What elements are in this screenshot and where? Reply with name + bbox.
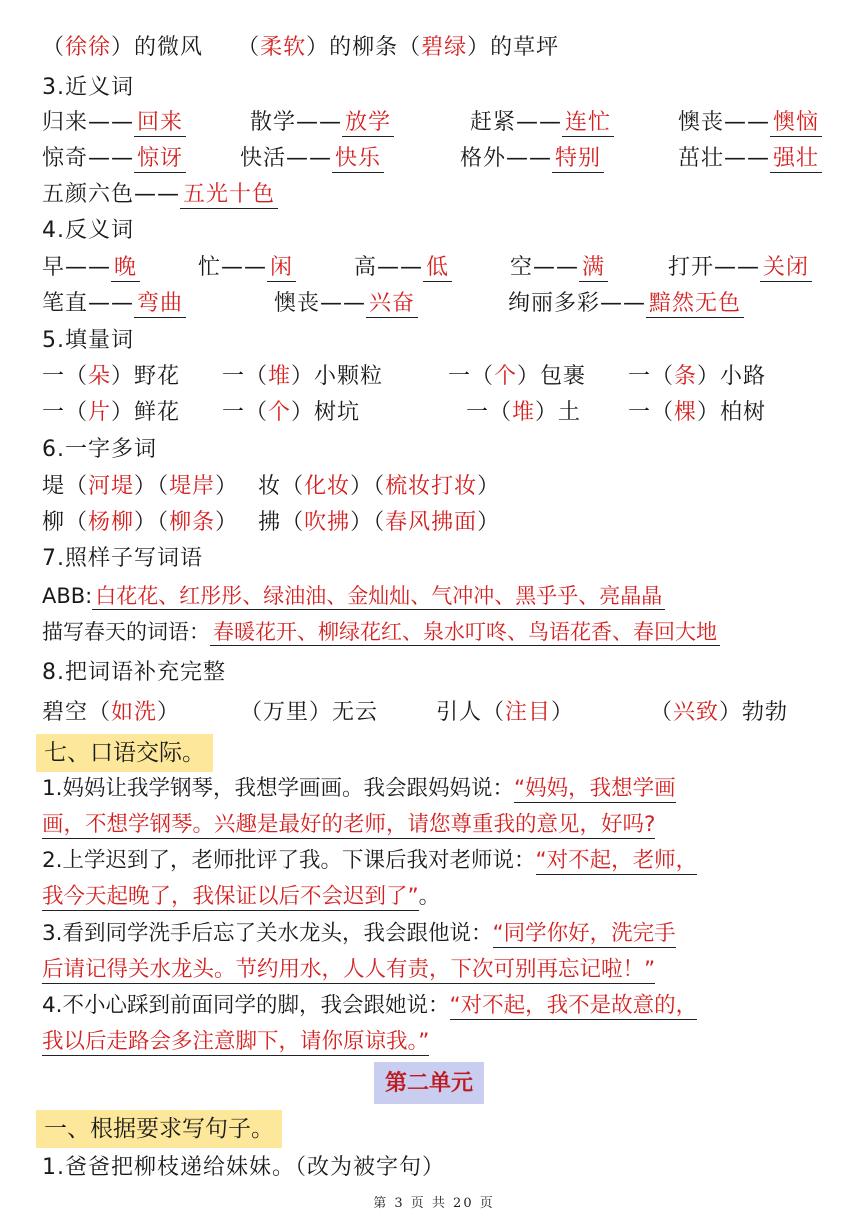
adjective-phrases-line: （徐徐）的微风 （柔软）的柳条（碧绿）的草坪 (42, 35, 560, 60)
oral-q1-line2: 画，不想学钢琴。兴趣是最好的老师，请您尊重我的意见，好吗? (42, 812, 656, 837)
spring-words-row: 描写春天的词语： 春暖花开、柳绿花红、泉水叮咚、鸟语花香、春回大地 (42, 614, 720, 650)
complete-words-row: 碧空（如洗） （万里）无云 引人（注目） （兴致）勃勃 (42, 700, 789, 725)
oral-q3-line2: 后请记得关水龙头。节约用水，人人有责，下次可别再忘记啦！” (42, 957, 656, 982)
measure-words-row-1: 一（朵）野花 一（堆）小颗粒 一（个）包裹 一（条）小路 (42, 364, 767, 389)
oral-q2-line1: 2.上学迟到了，老师批评了我。下课后我对老师说：“对不起，老师， (42, 848, 698, 873)
oral-q3-line1: 3.看到同学洗手后忘了关水龙头，我会跟他说：“同学你好，洗完手 (42, 921, 676, 946)
oral-q1-line1: 1.妈妈让我学钢琴，我想学画画。我会跟妈妈说：“妈妈，我想学画 (42, 776, 676, 801)
antonyms-title: 4.反义词 (42, 218, 134, 243)
unit2-question-1: 1.爸爸把柳枝递给妹妹。（改为被字句） (42, 1155, 445, 1180)
antonyms-row-2: 笔直—— 弯曲 懊丧—— 兴奋 绚丽多彩—— 黯然无色 (42, 286, 744, 322)
measure-words-row-2: 一（片）鲜花 一（个）树坑 一（堆）土 一（棵）柏树 (42, 400, 767, 425)
measure-words-title: 5.填量词 (42, 328, 134, 353)
oral-q2-line2: 我今天起晚了，我保证以后不会迟到了”。 (42, 884, 441, 909)
multi-word-row-1: 堤（河堤）（堤岸） 妆（化妆）（梳妆打妆） (42, 474, 501, 499)
page-footer: 第 3 页 共 20 页 (373, 1196, 495, 1211)
synonyms-row-3: 五颜六色—— 五光十色 (42, 177, 278, 213)
antonyms-row-1: 早—— 晚 忙—— 闲 高—— 低 空—— 满 打开—— 关闭 (42, 250, 812, 286)
oral-communication-heading: 七、口语交际。 (36, 734, 213, 772)
synonyms-title: 3.近义词 (42, 75, 134, 100)
complete-words-title: 8.把词语补充完整 (42, 660, 226, 685)
abb-row: ABB: 白花花、红彤彤、绿油油、金灿灿、气冲冲、黑乎乎、亮晶晶 (42, 578, 665, 614)
synonyms-row-1: 归来—— 回来 散学—— 放学 赶紧—— 连忙 懊丧—— 懊恼 (42, 105, 822, 141)
unit-two-title: 第二单元 (374, 1062, 484, 1104)
word-pattern-title: 7.照样子写词语 (42, 546, 203, 571)
write-sentences-heading: 一、根据要求写句子。 (36, 1110, 282, 1148)
answer-rouruan: 柔软 (260, 35, 307, 60)
answer-xuxu: 徐徐 (65, 35, 112, 60)
multi-word-row-2: 柳（杨柳）（柳条） 拂（吹拂）（春风拂面） (42, 510, 501, 535)
oral-q4-line1: 4.不小心踩到前面同学的脚，我会跟她说：“对不起，我不是故意的， (42, 993, 698, 1018)
oral-q4-line2: 我以后走路会多注意脚下，请你原谅我。” (42, 1029, 430, 1054)
multi-word-title: 6.一字多词 (42, 437, 157, 462)
answer-bilv: 碧绿 (421, 35, 468, 60)
synonyms-row-2: 惊奇—— 惊讶 快活—— 快乐 格外—— 特别 茁壮—— 强壮 (42, 141, 822, 177)
